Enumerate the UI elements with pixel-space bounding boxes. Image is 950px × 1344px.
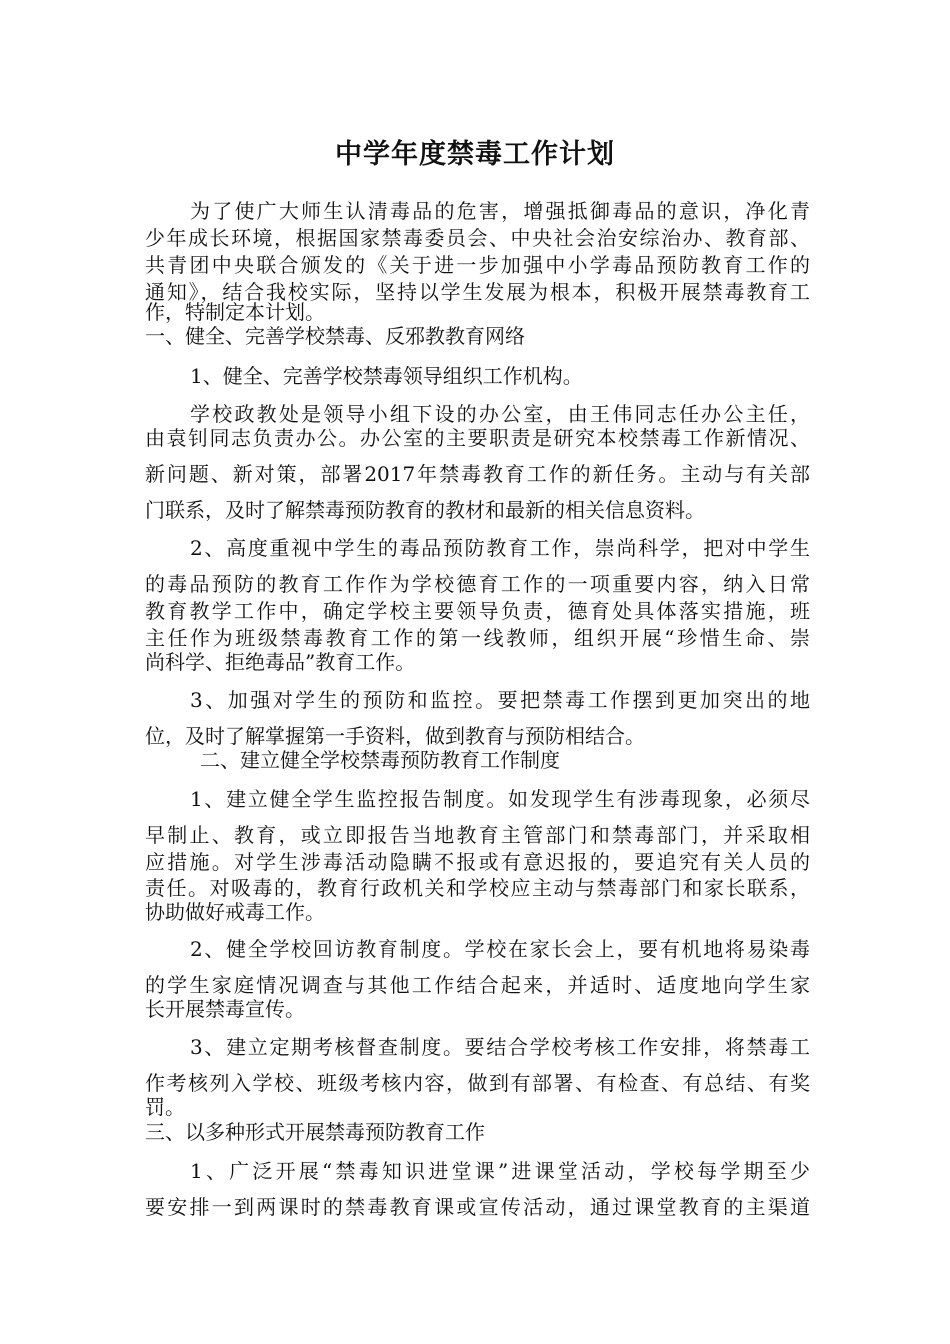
text-line: 的毒品预防的教育工作作为学校德育工作的一项重要内容，纳入日常 <box>145 572 810 596</box>
text-line: 门联系，及时了解禁毒预防教育的教材和最新的相关信息资料。 <box>145 498 705 522</box>
text-line: 罚。 <box>145 1095 185 1119</box>
text-line: 早制止、教育，或立即报告当地教育主管部门和禁毒部门，并采取相 <box>145 823 810 847</box>
section-heading-3: 三、以多种形式开展禁毒预防教育工作 <box>145 1120 485 1144</box>
text-line: 新问题、新对策，部署2017年禁毒教育工作的新任务。主动与有关部 <box>145 462 810 486</box>
text-line: 2、高度重视中学生的毒品预防教育工作，崇尚科学，把对中学生 <box>190 536 810 560</box>
text-line: 主任作为班级禁毒教育工作的第一线教师，组织开展“珍惜生命、崇 <box>145 626 810 650</box>
text-line: 教育教学工作中，确定学校主要领导负责，德育处具体落实措施，班 <box>145 599 810 623</box>
text-line: 共青团中央联合颁发的《关于进一步加强中小学毒品预防教育工作的 <box>145 253 810 277</box>
text-line: 1、健全、完善学校禁毒领导组织工作机构。 <box>190 364 583 388</box>
section-heading-2: 二、建立健全学校禁毒预防教育工作制度 <box>200 748 560 772</box>
text-line: 尚科学、拒绝毒品”教育工作。 <box>145 650 416 674</box>
text-line: 3、加强对学生的预防和监控。要把禁毒工作摆到更加突出的地 <box>190 688 810 712</box>
section-heading-1: 一、健全、完善学校禁毒、反邪教教育网络 <box>145 324 525 348</box>
text-line: 学校政教处是领导小组下设的办公室，由王伟同志任办公主任， <box>190 402 810 426</box>
document-title: 中学年度禁毒工作计划 <box>335 139 615 170</box>
text-line: 作，特制定本计划。 <box>145 300 325 324</box>
text-line: 为了使广大师生认清毒品的危害，增强抵御毒品的意识，净化青 <box>190 199 810 223</box>
text-line: 应措施。对学生涉毒活动隐瞒不报或有意迟报的，要追究有关人员的 <box>145 850 810 874</box>
text-line: 位，及时了解掌握第一手资料，做到教育与预防相结合。 <box>145 724 645 748</box>
text-line: 作考核列入学校、班级考核内容，做到有部署、有检查、有总结、有奖 <box>145 1071 810 1095</box>
text-line: 3、建立定期考核督查制度。要结合学校考核工作安排，将禁毒工 <box>190 1035 810 1059</box>
text-line: 由袁钊同志负责办公。办公室的主要职责是研究本校禁毒工作新情况、 <box>145 426 810 450</box>
text-line: 要安排一到两课时的禁毒教育课或宣传活动，通过课堂教育的主渠道 <box>145 1195 810 1219</box>
text-line: 少年成长环境，根据国家禁毒委员会、中央社会治安综治办、教育部、 <box>145 226 810 250</box>
text-line: 1、建立健全学生监控报告制度。如发现学生有涉毒现象，必须尽 <box>190 787 810 811</box>
text-line: 2、健全学校回访教育制度。学校在家长会上，要有机地将易染毒 <box>190 937 810 961</box>
text-line: 长开展禁毒宣传。 <box>145 997 305 1021</box>
text-line: 协助做好戒毒工作。 <box>145 900 325 924</box>
text-line: 的学生家庭情况调查与其他工作结合起来，并适时、适度地向学生家 <box>145 973 810 997</box>
text-line: 责任。对吸毒的，教育行政机关和学校应主动与禁毒部门和家长联系， <box>145 876 810 900</box>
text-line: 1、广泛开展“禁毒知识进堂课”进课堂活动，学校每学期至少 <box>190 1159 810 1183</box>
text-line: 通知》，结合我校实际，坚持以学生发展为根本，积极开展禁毒教育工 <box>145 280 810 304</box>
